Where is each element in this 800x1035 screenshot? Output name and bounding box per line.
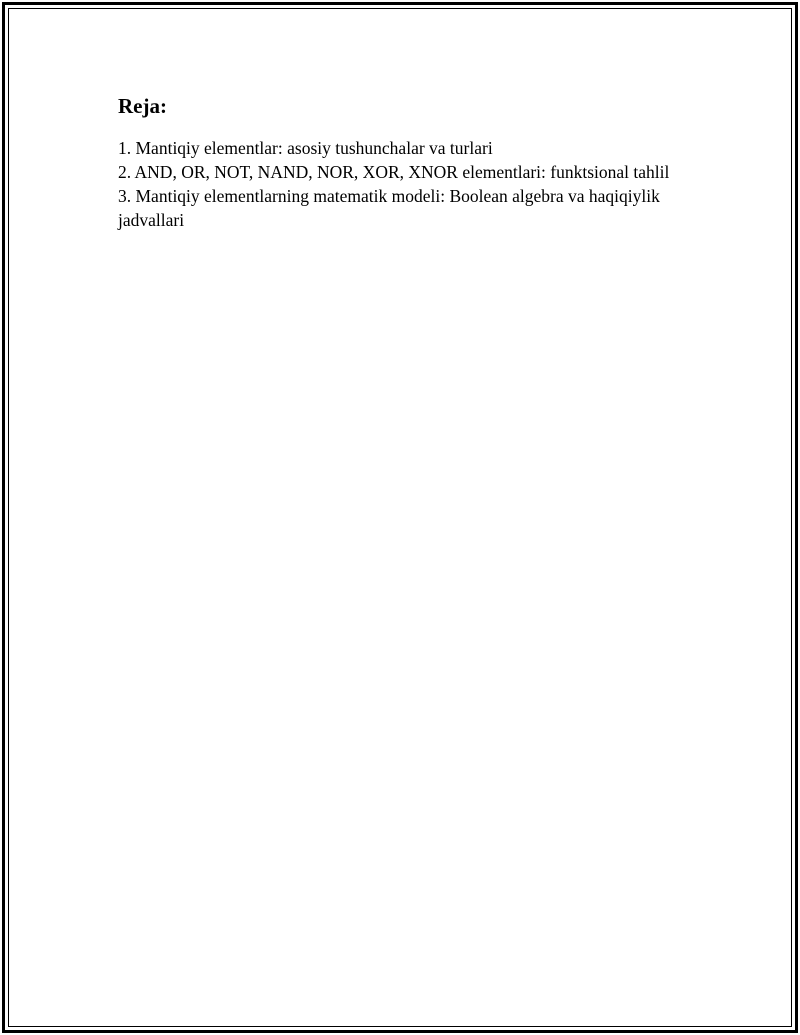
plan-item-1: 1. Mantiqiy elementlar: asosiy tushunchalar va turlari (118, 138, 493, 158)
document-content (118, 92, 678, 232)
plan-item-3: 3. Mantiqiy elementlarning matematik modeli: Boolean algebra va haqiqiylik jadvallari (118, 186, 660, 230)
plan-item-2: 2. AND, OR, NOT, NAND, NOR, XOR, XNOR elementlari: funktsional tahlil (118, 162, 670, 182)
plan-list (118, 136, 678, 232)
plan-heading: Reja: (118, 94, 167, 118)
